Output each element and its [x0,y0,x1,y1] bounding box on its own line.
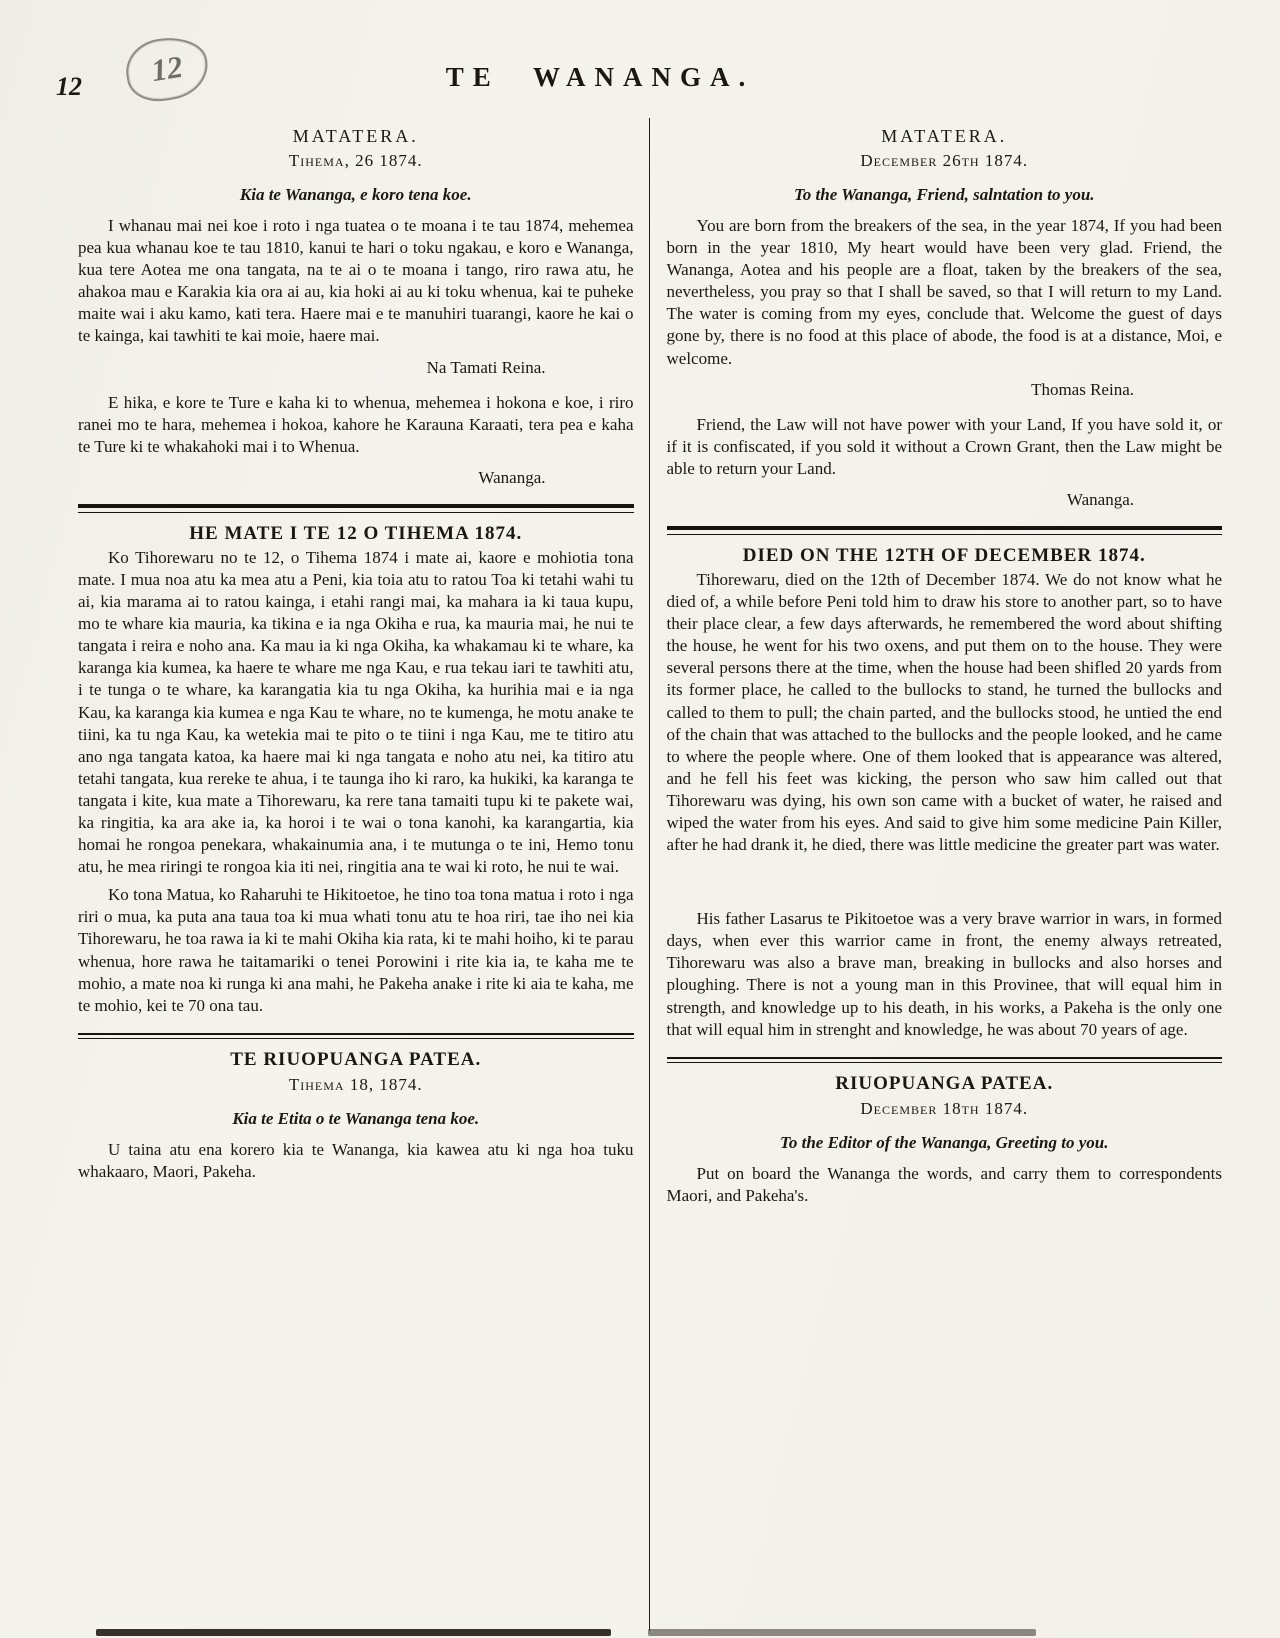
salutation-line: Kia te Etita o te Wananga tena koe. [232,1108,480,1128]
article-matatera-english [667,126,1223,510]
signature: Wananga. [478,467,546,487]
paragraph: You are born from the breakers of the sea, in the year 1874, If you had been born in the year 1810, My heart would have been very glad. Friend, the Wananga, Aotea and his people are a float, taken by the breakers of the sea, nevertheless, you pray so that I shall be saved, so that I will return to my Land. The water is coming from my eyes, conclude that. Welcome the guest of days gone by, there is no food at this place of abode, the food is at a distance, Moi, e welcome. [666,216,1222,368]
dateline: December 18th 1874. [860,1098,1029,1118]
article-title: MATATERA. [881,126,1008,146]
article-title: MATATERA. [292,126,419,146]
salutation-line: To the Editor of the Wananga, Greeting to you. [780,1132,1109,1152]
section-rule [78,504,634,513]
scan-cutoff-line-left [96,1629,611,1636]
paragraph: U taina atu ena korero kia te Wananga, kia kawea atu ki nga hoa tuku whakaaro, Maori, Pakeha. [78,1139,634,1181]
paragraph: Tihorewaru, died on the 12th of December 1874. We do not know what he died of, a while before Peni told him to draw his store to another part, so to have their place clear, a few days afterwards, he remembered the word about shifting the house, he went for his two oxens, and put them on to the house. They were several persons there at the time, when the house had been shifled 20 yards from its former place, he called to the bullocks to stand, he turned the bullocks and called to them to pull; the chain parted, and the bullocks stood, he untied the end of the chain that was attached to the bullocks and the people looked, and he came to where the people where. One of them looked that is appearance was altered, and he fell his feet was kicking, the person who saw him called out that Tihorewaru was dying, his own son came with a bucket of water, he raised and wiped the water from his eyes. And said to give him some medicine Pain Killer, after he had drank it, he died, there was little medicine the greater part was water. [666,569,1222,855]
article-hemate-maori [78,523,634,1017]
article-matatera-maori [78,126,634,488]
paragraph: Ko tona Matua, ko Raharuhi te Hikitoetoe, he tino toa tona matua i roto i nga riri o mua, ka puta ana taua toa ki mua whati tonu atu te hoa riri, tae iho nei kia Tihorewaru, he toa rawa ia ki te mahi Okiha kia rata, ki te mahi hoiho, ki te parau whenua, hore rawa he taitamariki o tenei Porowini i rite kia ia, te kaha me te mohio, a mate noa ki runga ki ana mahi, he Pakeha anake i rite ki aia te kaha, me te mohio, kei te 70 ona tau. [78,885,634,1015]
salutation-line: To the Wananga, Friend, salntation to you. [793,185,1095,204]
signature: Na Tamati Reina. [426,357,546,377]
article-riuopuanga-english [667,1073,1223,1207]
two-column-layout [0,118,1280,1631]
article-title: DIED ON THE 12TH OF DECEMBER 1874. [742,544,1146,566]
article-died-english [667,545,1223,1041]
paragraph: Friend, the Law will not have power with your Land, If you have sold it, or if it is confiscated, if you sold it without a Crown Grant, then the Law might be able to return your Land. [666,414,1222,478]
section-rule [667,1057,1223,1063]
dateline: December 26th 1874. [860,151,1029,170]
paragraph: Put on board the Wananga the words, and carry them to correspondents Maori, and Pakeha's. [666,1163,1222,1205]
dateline: Tihema 18, 1874. [288,1074,423,1094]
signature: Wananga. [1066,489,1134,509]
column-english [649,118,1223,1631]
section-rule [78,1033,634,1039]
paragraph: His father Lasarus te Pikitoetoe was a very brave warrior in wars, in formed days, when ever this warrior came in front, the enemy always retreated, Tihorewaru was also a brave man, breaking in bullocks and also horses and ploughing. There is not a young man in this Provinee, that will equal him in strength, and knowledge up to his death, in his works, a Pakeha is the only one that will equal him in strenght and knowledge, he was about 70 years of age. [666,909,1222,1039]
column-maori [78,118,649,1631]
section-rule [667,526,1223,535]
article-title: HE MATE I TE 12 O TIHEMA 1874. [189,522,523,544]
salutation-line: Kia te Wananga, e koro tena koe. [239,185,472,204]
paragraph: Ko Tihorewaru no te 12, o Tihema 1874 i mate ai, kaore e mohiotia tona mate. I mua noa atu ka mea atu a Peni, kia toia atu to ratou Toa ki tetahi wahi tu ai, kia marama ai to ratou kainga, i etahi rangi mai, ka mahara ia ki taua kupu, mo te whare kia mauria, ka tikina e ia nga Okiha e rua, ka mauria mai, he nui te tangata i reira e noho ana. Ka mau ia ki nga Okiha, ka whakamau ki te whare, ka karanga kia kumea, ka haere te whare me nga Kau, e rua tekau iari te tawhiti atu, i te tunga o te whare, ka karangatia kia tu nga Okiha, ka hurihia mai e ia nga Kau, ka karanga kia kumea e nga Kau te whare, no te kumenga, he motu anake te tiini, ka tu nga Kau, ka wetekia mai te pito o te tiini i nga Kau, me te titiro atu ano nga tangata katoa, ka haere mai ki nga tangata e noho atu nei, ka titiro atu tetahi tangata, kua rereke te ahua, i te taunga iho ki raro, ka hukiki, ka karanga te tangata i kite, kua mate a Tihorewaru, ka rere tana tamaiti tupu ki te pakete wai, ka ringitia, ka ara ake ia, ka horoi i te wai o tona kanohi, ka karangartia, kia homai he rongoa penekara, whakainumia ana, i te mutunga o te ini, Hemo tonu atu, he mea riringi te rongoa kia iti nei, ringitia ana te wai ki roto, he nui te wai. [78,547,634,877]
dateline: Tihema, 26 1874. [288,151,423,170]
masthead-title: TE WANANGA. [445,62,755,92]
paragraph: E hika, e kore te Ture e kaha ki to whenua, mehemea i hokona e koe, i riro ranei mo te hara, mehemea i hokoa, kahore he Karauna Karaati, tera pea e kaha te Ture ki te whakahoki mai i to Whenua. [78,392,634,456]
scan-cutoff-line-right [648,1629,1036,1636]
article-title: RIUOPUANGA PATEA. [835,1072,1054,1094]
article-riuopuanga-maori [78,1049,634,1183]
handwritten-number: 12 [148,48,185,89]
masthead [0,0,1280,118]
article-title: TE RIUOPUANGA PATEA. [230,1048,482,1070]
signature: Thomas Reina. [1031,379,1134,399]
page-number: 12 [56,72,82,101]
paragraph: I whanau mai nei koe i roto i nga tuatea o te moana i te tau 1874, mehemea pea kua whanau koe te tau 1810, kanui te hari o toku ngakau, e koro e Wananga, kua tere Aotea me ona tangata, na te ai o te moana i tango, riro rawa atu, he ahakoa mau e Karakia kia ora ai au, kia hoki ai au ki toku whenua, kai te puheke maite wai i aku kamo, kati tera. Haere mai e te manuhiri tuarangi, kaore he kai o te kainga, kai tawhiti te kai moie, haere mai. [78,216,634,346]
